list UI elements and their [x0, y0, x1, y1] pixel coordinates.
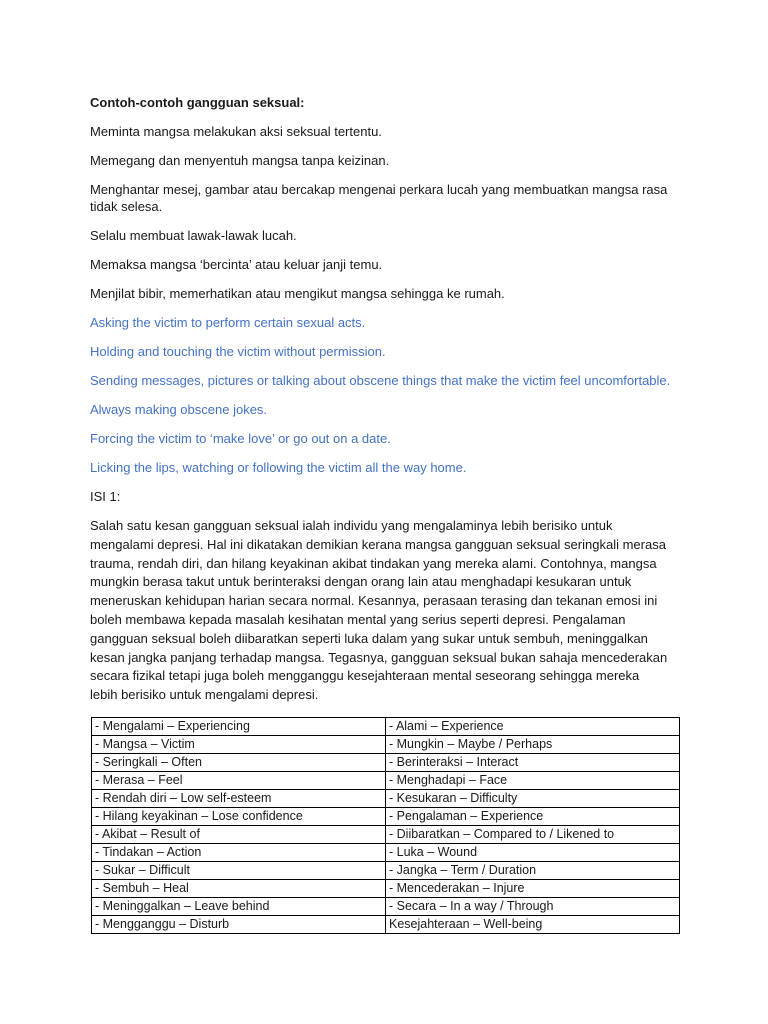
vocab-cell: - Secara – In a way / Through: [386, 897, 680, 915]
table-row: [92, 915, 680, 933]
section-heading: Contoh-contoh gangguan seksual:: [90, 95, 305, 110]
table-row: [92, 807, 680, 825]
vocab-cell: - Mencederakan – Injure: [386, 879, 680, 897]
malay-example: Menghantar mesej, gambar atau bercakap mengenai perkara lucah yang membuatkan mangsa rasa tidak selesa.: [90, 182, 668, 214]
vocab-cell: - Mangsa – Victim: [92, 735, 386, 753]
table-row: [92, 771, 680, 789]
isi-paragraph: Salah satu kesan gangguan seksual ialah individu yang mengalaminya lebih berisiko untuk mengalami depresi. Hal ini dikatakan demikian kerana mangsa gangguan seksual seringkali merasa trauma, rendah diri, dan hilang keyakinan akibat tindakan yang mereka alami. Contohnya, mangsa mungkin berasa takut untuk berinteraksi dengan orang lain atau menghadapi kesukaran untuk meneruskan kehidupan harian secara normal. Kesannya, perasaan terasing dan tekanan emosi ini boleh membawa kepada masalah kesihatan mental yang serius seperti depresi. Pengalaman gangguan seksual boleh diibaratkan seperti luka dalam yang sukar untuk sembuh, meninggalkan kesan jangka panjang terhadap mangsa. Tegasnya, gangguan seksual bukan sahaja mencederakan secara fizikal tetapi juga boleh mengganggu kesejahteraan mental seseorang sehingga mereka lebih berisiko untuk mengalami depresi.: [90, 518, 668, 703]
document-page: [90, 94, 680, 934]
vocab-cell: - Akibat – Result of: [92, 825, 386, 843]
vocab-cell: - Tindakan – Action: [92, 843, 386, 861]
vocab-cell: - Rendah diri – Low self-esteem: [92, 789, 386, 807]
table-row: [92, 753, 680, 771]
vocab-cell: - Merasa – Feel: [92, 771, 386, 789]
vocab-cell: - Sukar – Difficult: [92, 861, 386, 879]
table-row: [92, 717, 680, 735]
english-example: Licking the lips, watching or following the victim all the way home.: [90, 460, 467, 475]
vocab-cell: - Seringkali – Often: [92, 753, 386, 771]
vocab-cell: Kesejahteraan – Well-being: [386, 915, 680, 933]
table-row: [92, 843, 680, 861]
malay-example: Meminta mangsa melakukan aksi seksual tertentu.: [90, 124, 382, 139]
malay-example: Selalu membuat lawak-lawak lucah.: [90, 228, 297, 243]
table-row: [92, 861, 680, 879]
vocabulary-table: [91, 717, 680, 934]
table-row: [92, 735, 680, 753]
vocab-cell: - Kesukaran – Difficulty: [386, 789, 680, 807]
english-example: Asking the victim to perform certain sexual acts.: [90, 315, 366, 330]
vocab-cell: - Mengganggu – Disturb: [92, 915, 386, 933]
vocab-cell: - Menghadapi – Face: [386, 771, 680, 789]
table-row: [92, 789, 680, 807]
english-example: Sending messages, pictures or talking about obscene things that make the victim feel uncomfortable.: [90, 373, 671, 388]
vocab-cell: - Mengalami – Experiencing: [92, 717, 386, 735]
malay-example: Memegang dan menyentuh mangsa tanpa keizinan.: [90, 153, 390, 168]
vocab-cell: - Mungkin – Maybe / Perhaps: [386, 735, 680, 753]
malay-example: Menjilat bibir, memerhatikan atau mengikut mangsa sehingga ke rumah.: [90, 286, 505, 301]
english-example: Forcing the victim to ‘make love’ or go out on a date.: [90, 431, 391, 446]
vocab-cell: - Diibaratkan – Compared to / Likened to: [386, 825, 680, 843]
english-example: Holding and touching the victim without permission.: [90, 344, 386, 359]
vocab-cell: - Sembuh – Heal: [92, 879, 386, 897]
vocab-cell: - Jangka – Term / Duration: [386, 861, 680, 879]
vocab-cell: - Berinteraksi – Interact: [386, 753, 680, 771]
vocab-cell: - Luka – Wound: [386, 843, 680, 861]
vocab-cell: - Hilang keyakinan – Lose confidence: [92, 807, 386, 825]
isi-label: ISI 1:: [90, 489, 121, 504]
malay-example: Memaksa mangsa ‘bercinta’ atau keluar janji temu.: [90, 257, 383, 272]
table-row: [92, 897, 680, 915]
vocab-cell: - Pengalaman – Experience: [386, 807, 680, 825]
table-row: [92, 825, 680, 843]
vocab-cell: - Meninggalkan – Leave behind: [92, 897, 386, 915]
english-example: Always making obscene jokes.: [90, 402, 268, 417]
table-row: [92, 879, 680, 897]
vocab-cell: - Alami – Experience: [386, 717, 680, 735]
